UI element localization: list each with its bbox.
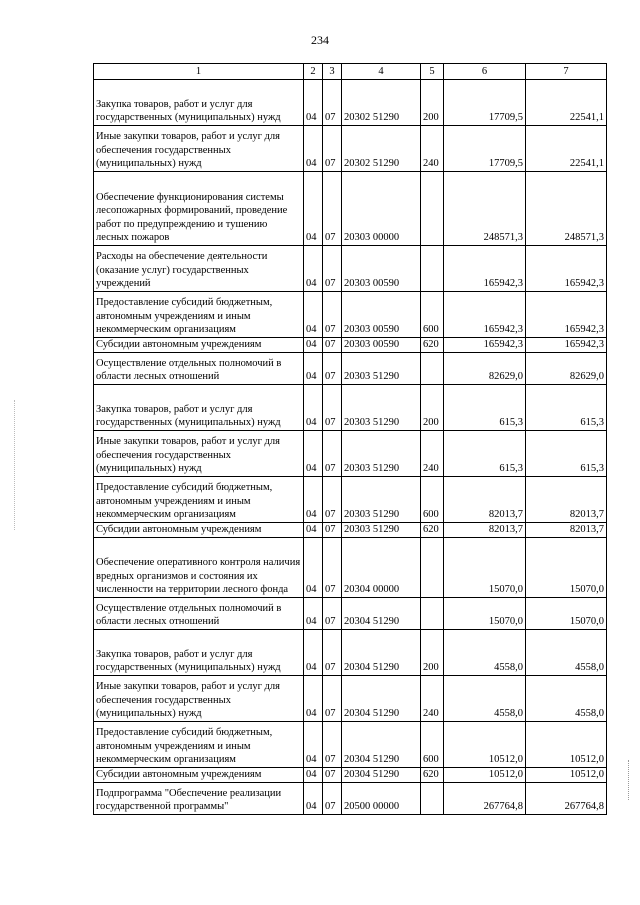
- row-expense-type: 240: [421, 431, 444, 477]
- row-amount-2: 165942,3: [526, 246, 607, 292]
- row-description: Осуществление отдельных полномочий в области лесных отношений: [94, 353, 304, 385]
- row-target-code: 20303 51290: [342, 523, 421, 538]
- row-amount-1: 10512,0: [444, 768, 526, 783]
- row-amount-1: 615,3: [444, 385, 526, 431]
- table-row: [94, 768, 607, 783]
- row-section-code: 04: [304, 172, 323, 246]
- row-amount-2: 615,3: [526, 431, 607, 477]
- table-row: [94, 353, 607, 385]
- row-description: Иные закупки товаров, работ и услуг для обеспечения государственных (муниципальных) нужд: [94, 126, 304, 172]
- row-section-code: 04: [304, 431, 323, 477]
- row-amount-1: 17709,5: [444, 126, 526, 172]
- row-subsection-code: 07: [323, 630, 342, 676]
- row-subsection-code: 07: [323, 598, 342, 630]
- row-expense-type: 200: [421, 80, 444, 126]
- table-row: [94, 431, 607, 477]
- table-row: [94, 246, 607, 292]
- row-target-code: 20303 00590: [342, 246, 421, 292]
- row-amount-1: 4558,0: [444, 676, 526, 722]
- row-amount-2: 22541,1: [526, 80, 607, 126]
- row-subsection-code: 07: [323, 385, 342, 431]
- row-amount-1: 248571,3: [444, 172, 526, 246]
- row-expense-type: [421, 598, 444, 630]
- row-target-code: 20302 51290: [342, 126, 421, 172]
- row-target-code: 20304 51290: [342, 676, 421, 722]
- row-target-code: 20304 51290: [342, 722, 421, 768]
- row-description: Обеспечение оперативного контроля наличия вредных организмов и состояния их численности на территории лесного фонда: [94, 538, 304, 598]
- table-row: [94, 172, 607, 246]
- row-target-code: 20303 51290: [342, 477, 421, 523]
- row-section-code: 04: [304, 630, 323, 676]
- row-amount-2: 267764,8: [526, 783, 607, 815]
- row-description: Предоставление субсидий бюджетным, автономным учреждениям и иным некоммерческим организациям: [94, 722, 304, 768]
- row-subsection-code: 07: [323, 431, 342, 477]
- row-subsection-code: 07: [323, 676, 342, 722]
- table-row: [94, 538, 607, 598]
- row-subsection-code: 07: [323, 80, 342, 126]
- row-description: Иные закупки товаров, работ и услуг для обеспечения государственных (муниципальных) нужд: [94, 431, 304, 477]
- row-amount-1: 4558,0: [444, 630, 526, 676]
- row-section-code: 04: [304, 768, 323, 783]
- row-amount-2: 615,3: [526, 385, 607, 431]
- row-description: Расходы на обеспечение деятельности (оказание услуг) государственных учреждений: [94, 246, 304, 292]
- row-target-code: 20302 51290: [342, 80, 421, 126]
- row-amount-2: 15070,0: [526, 598, 607, 630]
- row-amount-1: 82013,7: [444, 523, 526, 538]
- row-amount-2: 165942,3: [526, 292, 607, 338]
- row-section-code: 04: [304, 783, 323, 815]
- row-expense-type: 620: [421, 768, 444, 783]
- table-row: [94, 292, 607, 338]
- row-amount-2: 10512,0: [526, 768, 607, 783]
- column-header: 6: [444, 64, 526, 80]
- row-subsection-code: 07: [323, 172, 342, 246]
- row-subsection-code: 07: [323, 246, 342, 292]
- column-header: 3: [323, 64, 342, 80]
- row-target-code: 20304 51290: [342, 598, 421, 630]
- row-subsection-code: 07: [323, 523, 342, 538]
- row-subsection-code: 07: [323, 477, 342, 523]
- row-description: Обеспечение функционирования системы лесопожарных формирований, проведение работ по предупреждению и тушению лесных пожаров: [94, 172, 304, 246]
- row-expense-type: 600: [421, 292, 444, 338]
- row-target-code: 20303 51290: [342, 353, 421, 385]
- table-row: [94, 385, 607, 431]
- row-section-code: 04: [304, 126, 323, 172]
- row-section-code: 04: [304, 385, 323, 431]
- table-row: [94, 630, 607, 676]
- row-section-code: 04: [304, 353, 323, 385]
- row-section-code: 04: [304, 598, 323, 630]
- table-row: [94, 783, 607, 815]
- row-section-code: 04: [304, 292, 323, 338]
- page-number: 234: [311, 33, 329, 47]
- column-header: 5: [421, 64, 444, 80]
- row-amount-2: 10512,0: [526, 722, 607, 768]
- row-amount-2: 15070,0: [526, 538, 607, 598]
- row-description: Закупка товаров, работ и услуг для государственных (муниципальных) нужд: [94, 630, 304, 676]
- row-expense-type: [421, 172, 444, 246]
- row-expense-type: [421, 246, 444, 292]
- row-subsection-code: 07: [323, 538, 342, 598]
- row-expense-type: [421, 353, 444, 385]
- table-row: [94, 598, 607, 630]
- row-expense-type: 240: [421, 676, 444, 722]
- table-row: [94, 477, 607, 523]
- row-expense-type: [421, 783, 444, 815]
- column-header: 2: [304, 64, 323, 80]
- row-amount-1: 615,3: [444, 431, 526, 477]
- row-description: Предоставление субсидий бюджетным, автономным учреждениям и иным некоммерческим организациям: [94, 292, 304, 338]
- row-amount-1: 10512,0: [444, 722, 526, 768]
- row-amount-2: 165942,3: [526, 338, 607, 353]
- row-expense-type: 600: [421, 722, 444, 768]
- row-target-code: 20303 51290: [342, 385, 421, 431]
- row-amount-1: 165942,3: [444, 246, 526, 292]
- row-subsection-code: 07: [323, 783, 342, 815]
- row-section-code: 04: [304, 80, 323, 126]
- row-section-code: 04: [304, 338, 323, 353]
- row-amount-2: 4558,0: [526, 630, 607, 676]
- column-header: 4: [342, 64, 421, 80]
- row-target-code: 20500 00000: [342, 783, 421, 815]
- row-section-code: 04: [304, 538, 323, 598]
- scan-edge-marks: [628, 760, 630, 800]
- row-amount-1: 82629,0: [444, 353, 526, 385]
- row-expense-type: 200: [421, 385, 444, 431]
- row-target-code: 20303 00590: [342, 292, 421, 338]
- column-header: 7: [526, 64, 607, 80]
- row-amount-1: 267764,8: [444, 783, 526, 815]
- row-description: Закупка товаров, работ и услуг для государственных (муниципальных) нужд: [94, 80, 304, 126]
- row-section-code: 04: [304, 477, 323, 523]
- row-amount-2: 4558,0: [526, 676, 607, 722]
- row-description: Предоставление субсидий бюджетным, автономным учреждениям и иным некоммерческим организациям: [94, 477, 304, 523]
- row-subsection-code: 07: [323, 722, 342, 768]
- row-expense-type: 620: [421, 338, 444, 353]
- row-target-code: 20304 51290: [342, 630, 421, 676]
- column-header: 1: [94, 64, 304, 80]
- row-description: Субсидии автономным учреждениям: [94, 523, 304, 538]
- row-target-code: 20304 00000: [342, 538, 421, 598]
- row-amount-1: 82013,7: [444, 477, 526, 523]
- row-expense-type: 200: [421, 630, 444, 676]
- row-amount-1: 15070,0: [444, 598, 526, 630]
- row-target-code: 20303 00000: [342, 172, 421, 246]
- row-target-code: 20304 51290: [342, 768, 421, 783]
- table-row: [94, 523, 607, 538]
- row-description: Подпрограмма "Обеспечение реализации государственной программы": [94, 783, 304, 815]
- table-header-row: [94, 64, 607, 80]
- row-description: Иные закупки товаров, работ и услуг для обеспечения государственных (муниципальных) нужд: [94, 676, 304, 722]
- row-description: Субсидии автономным учреждениям: [94, 768, 304, 783]
- row-description: Субсидии автономным учреждениям: [94, 338, 304, 353]
- scan-margin-marks: [14, 400, 16, 530]
- row-subsection-code: 07: [323, 292, 342, 338]
- row-amount-2: 22541,1: [526, 126, 607, 172]
- row-section-code: 04: [304, 246, 323, 292]
- row-target-code: 20303 00590: [342, 338, 421, 353]
- row-subsection-code: 07: [323, 353, 342, 385]
- row-expense-type: [421, 538, 444, 598]
- budget-table: [93, 63, 607, 815]
- row-section-code: 04: [304, 676, 323, 722]
- row-amount-1: 15070,0: [444, 538, 526, 598]
- row-amount-1: 17709,5: [444, 80, 526, 126]
- row-section-code: 04: [304, 722, 323, 768]
- row-section-code: 04: [304, 523, 323, 538]
- row-subsection-code: 07: [323, 768, 342, 783]
- table-row: [94, 676, 607, 722]
- row-amount-2: 248571,3: [526, 172, 607, 246]
- row-amount-1: 165942,3: [444, 292, 526, 338]
- row-subsection-code: 07: [323, 126, 342, 172]
- row-description: Осуществление отдельных полномочий в области лесных отношений: [94, 598, 304, 630]
- row-amount-2: 82629,0: [526, 353, 607, 385]
- table-row: [94, 126, 607, 172]
- row-amount-2: 82013,7: [526, 477, 607, 523]
- row-target-code: 20303 51290: [342, 431, 421, 477]
- table-row: [94, 80, 607, 126]
- row-expense-type: 240: [421, 126, 444, 172]
- row-expense-type: 600: [421, 477, 444, 523]
- table-row: [94, 338, 607, 353]
- row-amount-1: 165942,3: [444, 338, 526, 353]
- table-row: [94, 722, 607, 768]
- row-subsection-code: 07: [323, 338, 342, 353]
- row-expense-type: 620: [421, 523, 444, 538]
- row-description: Закупка товаров, работ и услуг для государственных (муниципальных) нужд: [94, 385, 304, 431]
- row-amount-2: 82013,7: [526, 523, 607, 538]
